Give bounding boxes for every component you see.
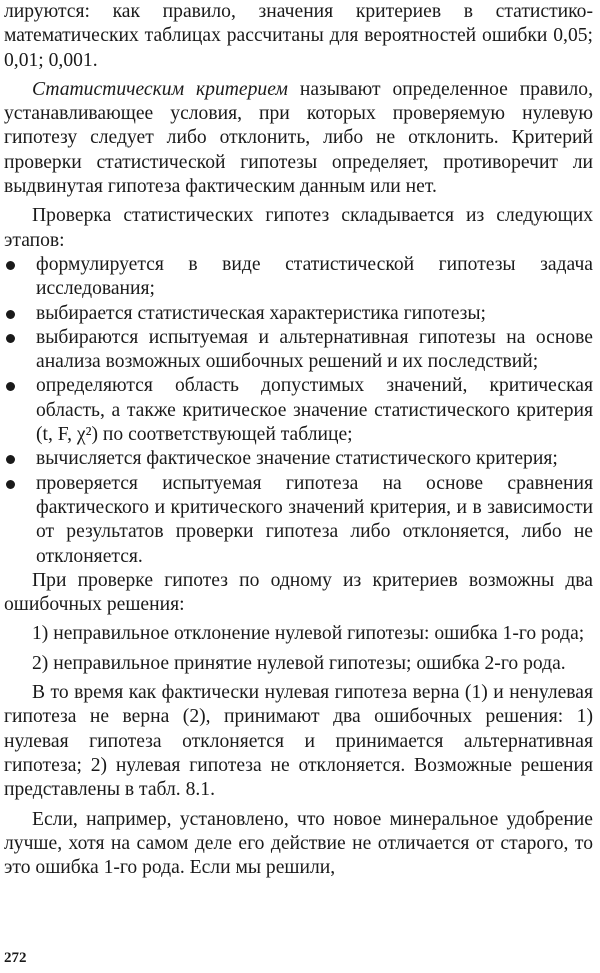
intro-paragraph: лируются: как правило, значения критериев в статистико-математических таблицах рассчитаны для вероятностей ошибки 0,05; 0,01; 0,001. [4,1,593,71]
errors-intro: При проверке гипотез по одному из критериев возможны два ошибочных решения: [4,569,593,616]
book-page [4,0,593,973]
bullet-icon [6,261,15,270]
list-item [4,447,593,471]
list-item-text: формулируется в виде статистической гипотезы задача исследования; [36,253,593,300]
example-paragraph: Если, например, установлено, что новое минеральное удобрение лучше, хотя на самом деле его действие не отличается от старого, то это ошибка 1-го рода. Если мы решили, [4,808,593,879]
bullet-icon [6,480,15,489]
list-item-text: определяются область допустимых значений, критическая область, а также критическое значение статистического критерия (t, F, χ²) по соответствующей таблице; [36,375,593,446]
stages-list [4,253,593,569]
list-item [4,253,593,302]
stages-intro: Проверка статистических гипотез складывается из следующих этапов: [4,205,593,251]
bullet-icon [6,455,15,464]
definition-paragraph [4,78,593,199]
list-item [4,472,593,569]
definition-term: Статистическим критерием [32,78,288,100]
list-item [4,302,593,326]
error-type-1: 1) неправильное отклонение нулевой гипотезы: ошибка 1-го рода; [32,623,585,645]
definition-text: называют определенное правило, устанавливающее условия, при которых проверяемую нулевую гипотезу следует либо отклонить, либо не отклонить. Критерий проверки статистической гипотезы определяет, противоречит ли выдвинутая гипотеза фактическим данным или нет. [4,78,593,198]
list-item-text: выбирается статистическая характеристика гипотезы; [36,302,487,324]
list-item-text: проверяется испытуемая гипотеза на основе сравнения фактического и критического значений критерия, и в зависимости от результатов проверки гипотеза либо отклоняется, либо не отклоняется. [36,472,593,567]
list-item-text: выбираются испытуемая и альтернативная гипотезы на основе анализа возможных ошибочных решений и их последствий; [36,326,593,373]
list-item [4,374,593,447]
bullet-icon [6,310,15,319]
page-number: 272 [4,950,27,966]
error-type-2: 2) неправильное принятие нулевой гипотезы; ошибка 2-го рода. [32,652,566,674]
list-item-text: вычисляется фактическое значение статистического критерия; [36,448,558,470]
list-item [4,326,593,375]
bullet-icon [6,334,15,343]
decisions-paragraph: В то время как фактически нулевая гипотеза верна (1) и ненулевая гипотеза не верна (2), принимают два ошибочных решения: 1) нулевая гипотеза отклоняется и принимается альтернативная гипотеза; 2) нулевая гипотеза не отклоняется. Возможные решения представлены в табл. 8.1. [4,682,593,801]
bullet-icon [6,382,15,391]
